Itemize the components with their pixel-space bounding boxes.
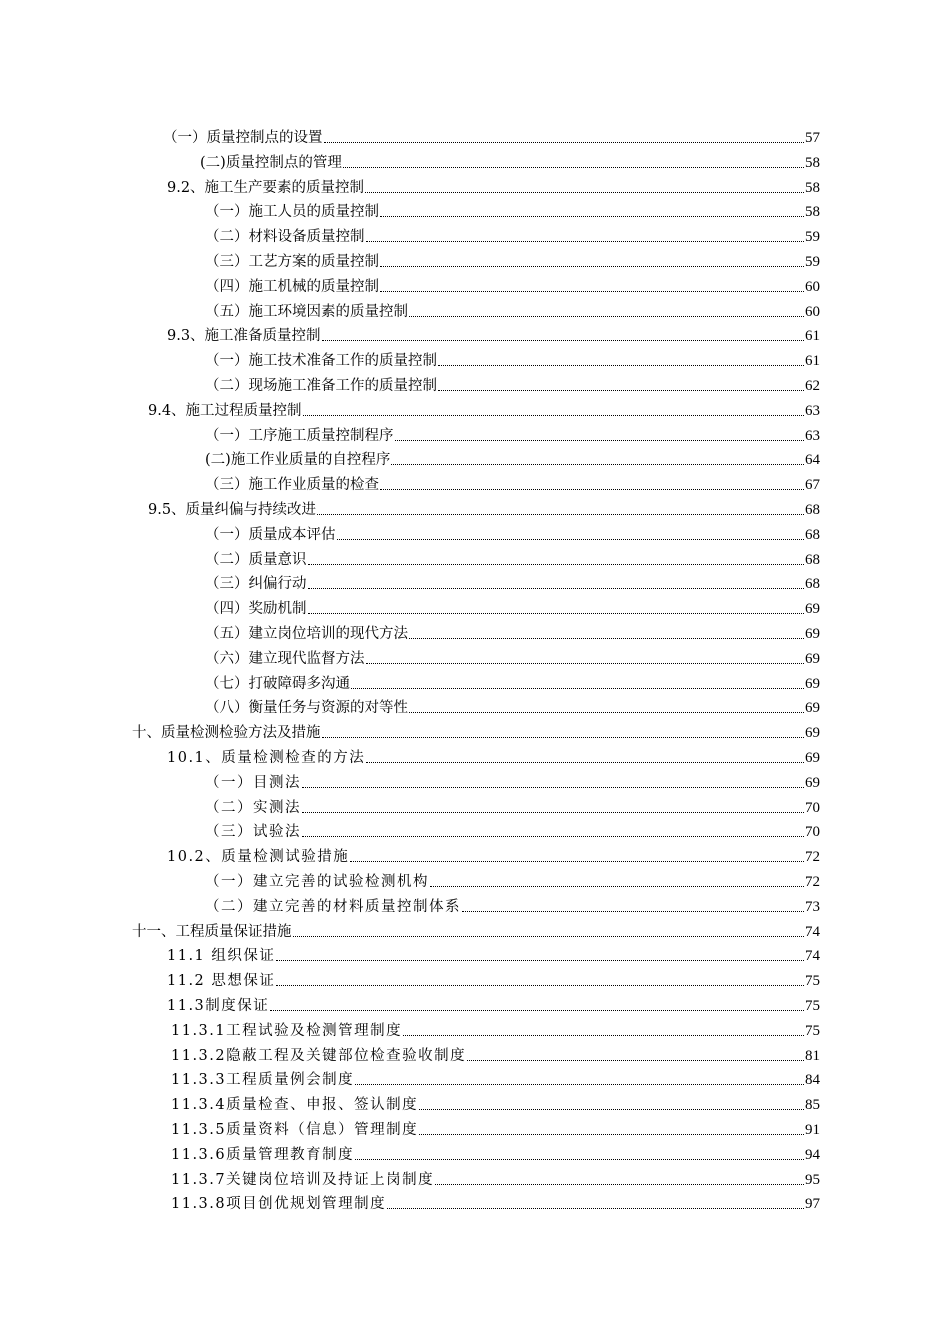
dot-leader [276, 960, 804, 961]
toc-entry-page-number: 73 [805, 898, 820, 915]
toc-entry[interactable] [167, 943, 820, 965]
toc-entry[interactable] [205, 695, 820, 717]
dot-leader [324, 142, 805, 143]
toc-entry[interactable] [205, 373, 820, 395]
toc-entry-page-number: 68 [805, 551, 820, 568]
toc-entry-title: （二）质量意识 [205, 551, 307, 568]
dot-leader [438, 365, 804, 366]
toc-entry[interactable] [171, 1142, 820, 1164]
toc-entry[interactable] [205, 522, 820, 544]
dot-leader [317, 514, 804, 515]
toc-entry-title: (二)质量控制点的管理 [200, 154, 342, 171]
toc-entry-page-number: 62 [805, 378, 820, 394]
dot-leader [387, 1208, 804, 1209]
dot-leader [409, 712, 804, 713]
toc-entry-title: 十一、工程质量保证措施 [132, 923, 292, 940]
toc-entry-page-number: 69 [805, 626, 820, 642]
toc-entry-title: （二）材料设备质量控制 [205, 229, 365, 246]
dot-leader [366, 241, 805, 242]
toc-entry[interactable] [205, 348, 820, 370]
toc-entry-title: （一）质量成本评估 [205, 526, 336, 543]
toc-entry-page-number: 81 [805, 1047, 820, 1064]
toc-entry-page-number: 67 [805, 477, 820, 494]
toc-entry-page-number: 57 [805, 130, 820, 146]
toc-entry-page-number: 69 [805, 650, 820, 667]
dot-leader [380, 266, 804, 267]
toc-entry-title: (二)施工作业质量的自控程序 [205, 452, 391, 469]
toc-entry[interactable] [205, 199, 820, 221]
toc-entry[interactable] [148, 497, 820, 519]
toc-entry-title: 10.1、质量检测检查的方法 [167, 750, 366, 766]
toc-entry-title: （二）实测法 [205, 799, 301, 816]
toc-entry[interactable] [163, 125, 820, 147]
toc-entry[interactable] [167, 175, 820, 197]
toc-entry-title: 11.2 思想保证 [167, 973, 276, 990]
toc-entry-title: 11.1 组织保证 [167, 948, 276, 965]
toc-entry-title: （五）建立岗位培训的现代方法 [205, 626, 408, 642]
toc-entry-page-number: 74 [805, 923, 820, 940]
dot-leader [308, 588, 805, 589]
toc-entry-page-number: 72 [805, 849, 820, 866]
toc-entry-title: 11.3.4质量检查、申报、签认制度 [171, 1097, 419, 1114]
toc-entry-title: 11.3.8项目创优规划管理制度 [171, 1196, 387, 1213]
dot-leader [270, 1010, 804, 1011]
toc-entry[interactable] [205, 869, 820, 891]
toc-entry[interactable] [171, 1043, 820, 1065]
toc-entry-title: （一）质量控制点的设置 [163, 130, 323, 146]
dot-leader [308, 564, 805, 565]
toc-entry-page-number: 63 [805, 427, 820, 444]
toc-entry-page-number: 68 [805, 502, 820, 518]
toc-entry-title: （四）施工机械的质量控制 [205, 278, 379, 295]
toc-entry-title: 11.3.1工程试验及检测管理制度 [171, 1022, 403, 1039]
toc-entry[interactable] [167, 745, 820, 767]
dot-leader [419, 1109, 804, 1110]
toc-entry-title: （六）建立现代监督方法 [205, 650, 365, 667]
toc-entry[interactable] [167, 844, 820, 866]
toc-entry-title: （四）奖励机制 [205, 601, 307, 618]
dot-leader [308, 613, 805, 614]
toc-entry[interactable] [171, 1092, 820, 1114]
dot-leader [355, 1084, 804, 1085]
toc-entry[interactable] [205, 447, 820, 469]
dot-leader [380, 216, 804, 217]
dot-leader [350, 861, 804, 862]
toc-entry-page-number: 70 [805, 824, 820, 841]
dot-leader [302, 836, 804, 837]
toc-entry-title: （一）施工人员的质量控制 [205, 204, 379, 221]
toc-entry-title: 11.3.3工程质量例会制度 [171, 1072, 355, 1089]
toc-entry-page-number: 70 [805, 799, 820, 816]
toc-entry-title: 9.4、施工过程质量控制 [148, 402, 302, 419]
dot-leader [391, 464, 804, 465]
toc-entry-page-number: 69 [805, 750, 820, 766]
toc-entry-page-number: 63 [805, 402, 820, 419]
dot-leader [467, 1060, 804, 1061]
toc-entry-title: 9.3、施工准备质量控制 [167, 328, 321, 345]
toc-entry[interactable] [167, 993, 820, 1015]
toc-entry-page-number: 58 [805, 204, 820, 221]
toc-entry[interactable] [200, 150, 820, 172]
dot-leader [322, 340, 804, 341]
toc-entry-title: （一）工序施工质量控制程序 [205, 427, 394, 444]
dot-leader [302, 812, 804, 813]
toc-entry-title: （二）建立完善的材料质量控制体系 [205, 898, 461, 915]
toc-entry-title: 11.3.6质量管理教育制度 [171, 1146, 355, 1163]
toc-entry-title: 11.3制度保证 [167, 998, 270, 1014]
toc-entry-title: 11.3.5质量资料（信息）管理制度 [171, 1122, 419, 1138]
dot-leader [343, 167, 804, 168]
toc-entry-title: 11.3.7关键岗位培训及持证上岗制度 [171, 1171, 435, 1188]
toc-entry-page-number: 75 [805, 973, 820, 990]
toc-entry-page-number: 59 [805, 254, 820, 270]
toc-entry-title: （一）建立完善的试验检测机构 [205, 874, 429, 890]
toc-entry-page-number: 94 [805, 1146, 820, 1163]
toc-entry[interactable] [167, 323, 820, 345]
toc-entry[interactable] [205, 472, 820, 494]
toc-entry-title: （一）目测法 [205, 774, 301, 791]
toc-entry-title: （七）打破障碍多沟通 [205, 675, 350, 692]
toc-entry[interactable] [205, 299, 820, 321]
toc-entry-page-number: 91 [805, 1122, 820, 1138]
toc-entry[interactable] [132, 720, 820, 742]
toc-entry[interactable] [205, 894, 820, 916]
toc-entry[interactable] [205, 671, 820, 693]
toc-entry[interactable] [132, 919, 820, 941]
toc-entry[interactable] [205, 819, 820, 841]
toc-entry-page-number: 95 [805, 1171, 820, 1188]
toc-entry-title: （三）施工作业质量的检查 [205, 477, 379, 494]
toc-entry[interactable] [148, 398, 820, 420]
dot-leader [322, 737, 805, 738]
dot-leader [409, 316, 804, 317]
dot-leader [430, 886, 804, 887]
toc-entry[interactable] [205, 646, 820, 668]
toc-entry-page-number: 59 [805, 229, 820, 246]
toc-entry-page-number: 72 [805, 874, 820, 890]
toc-entry-page-number: 61 [805, 353, 820, 370]
toc-entry-page-number: 74 [805, 948, 820, 965]
toc-entry-page-number: 69 [805, 774, 820, 791]
toc-entry-page-number: 69 [805, 675, 820, 692]
toc-entry-page-number: 75 [805, 998, 820, 1014]
toc-entry-page-number: 64 [805, 452, 820, 469]
dot-leader [355, 1159, 804, 1160]
toc-entry-title: （八）衡量任务与资源的对等性 [205, 700, 408, 717]
toc-entry-title: （一）施工技术准备工作的质量控制 [205, 353, 437, 370]
dot-leader [303, 415, 804, 416]
toc-entry[interactable] [205, 423, 820, 445]
toc-entry-page-number: 60 [805, 278, 820, 295]
toc-entry[interactable] [171, 1191, 820, 1213]
toc-entry-title: 9.2、施工生产要素的质量控制 [167, 179, 365, 196]
dot-leader [302, 787, 804, 788]
toc-entry[interactable] [171, 1117, 820, 1139]
dot-leader [365, 192, 804, 193]
dot-leader [293, 936, 805, 937]
toc-entry[interactable] [171, 1018, 820, 1040]
dot-leader [380, 291, 804, 292]
dot-leader [395, 440, 805, 441]
dot-leader [435, 1184, 804, 1185]
toc-entry-title: （三）纠偏行动 [205, 576, 307, 593]
dot-leader [403, 1035, 804, 1036]
toc-entry-page-number: 69 [805, 700, 820, 717]
toc-entry-title: （三）试验法 [205, 824, 301, 841]
toc-entry[interactable] [171, 1067, 820, 1089]
toc-entry-page-number: 58 [805, 154, 820, 171]
toc-entry[interactable] [167, 968, 820, 990]
toc-entry-page-number: 75 [805, 1022, 820, 1039]
dot-leader [351, 688, 804, 689]
toc-entry-title: 11.3.2隐蔽工程及关键部位检查验收制度 [171, 1047, 467, 1064]
dot-leader [409, 638, 804, 639]
toc-entry[interactable] [205, 596, 820, 618]
toc-entry[interactable] [205, 224, 820, 246]
toc-entry-page-number: 84 [805, 1072, 820, 1089]
dot-leader [337, 539, 805, 540]
toc-entry-page-number: 97 [805, 1196, 820, 1213]
toc-entry-page-number: 85 [805, 1097, 820, 1114]
dot-leader [438, 390, 804, 391]
toc-entry-page-number: 58 [805, 179, 820, 196]
dot-leader [462, 911, 804, 912]
toc-entry-title: 10.2、质量检测试验措施 [167, 849, 350, 866]
toc-entry[interactable] [205, 547, 820, 569]
dot-leader [366, 663, 805, 664]
toc-entry[interactable] [205, 621, 820, 643]
toc-entry[interactable] [205, 249, 820, 271]
toc-entry-title: （二）现场施工准备工作的质量控制 [205, 378, 437, 394]
dot-leader [276, 985, 804, 986]
dot-leader [366, 762, 804, 763]
toc-entry-page-number: 69 [805, 601, 820, 618]
toc-entry[interactable] [205, 795, 820, 817]
toc-entry[interactable] [205, 571, 820, 593]
toc-entry-page-number: 61 [805, 328, 820, 345]
dot-leader [380, 489, 804, 490]
toc-entry[interactable] [205, 274, 820, 296]
toc-entry-title: （三）工艺方案的质量控制 [205, 254, 379, 270]
toc-entry-page-number: 68 [805, 576, 820, 593]
toc-entry-page-number: 69 [805, 725, 820, 742]
dot-leader [419, 1134, 804, 1135]
toc-entry-title: （五）施工环境因素的质量控制 [205, 303, 408, 320]
toc-entry-page-number: 60 [805, 303, 820, 320]
toc-entry-title: 9.5、质量纠偏与持续改进 [148, 502, 317, 518]
toc-entry[interactable] [205, 770, 820, 792]
toc-entry-title: 十、质量检测检验方法及措施 [132, 725, 321, 742]
toc-entry[interactable] [171, 1167, 820, 1189]
toc-entry-page-number: 68 [805, 526, 820, 543]
